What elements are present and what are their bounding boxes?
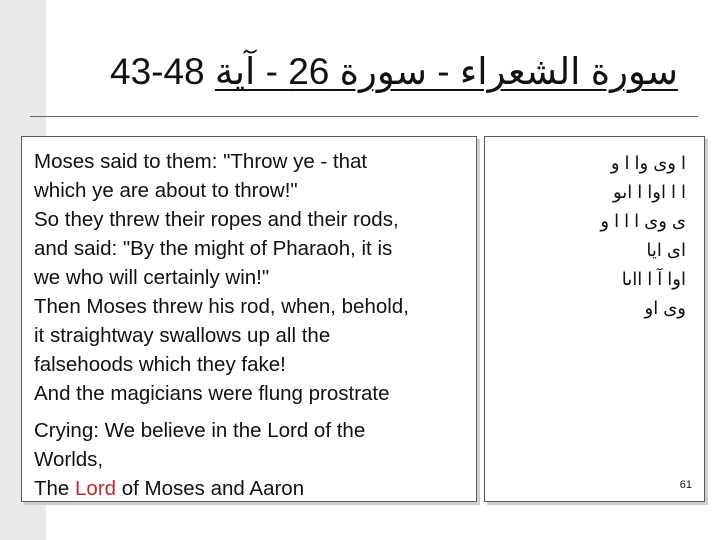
english-line: Moses said to them: "Throw ye - that xyxy=(34,150,368,173)
arabic-text xyxy=(496,149,686,323)
title-divider xyxy=(30,116,698,117)
title-number: 43-48 xyxy=(110,51,205,92)
arabic-line: ا وى وا ا و xyxy=(610,153,686,173)
english-last-line xyxy=(34,474,466,503)
arabic-line: ا ا اوا ا اىو xyxy=(612,182,686,202)
arabic-line: اوا آ ا ااىا xyxy=(621,269,686,289)
english-last-after: of Moses and Aaron xyxy=(116,477,305,500)
english-line: So they threw their ropes and their rods, xyxy=(34,208,399,231)
title-arabic: سورة الشعراء - سورة 26 - آية xyxy=(214,51,679,92)
english-line: Then Moses threw his rod, when, behold, xyxy=(34,295,409,318)
english-last-before: The xyxy=(34,477,76,500)
arabic-line: اى ايا xyxy=(646,240,686,260)
english-translation-box xyxy=(21,136,477,502)
slide-title xyxy=(110,46,679,98)
english-line: we who will certainly win!" xyxy=(34,266,270,289)
english-text xyxy=(34,147,466,503)
english-line: and said: "By the might of Pharaoh, it is xyxy=(34,237,393,260)
english-line: which ye are about to throw!" xyxy=(34,179,298,202)
arabic-text-box xyxy=(484,136,705,502)
arabic-line: ى وى ا ا ا و xyxy=(600,211,686,231)
english-line: Crying: We believe in the Lord of the xyxy=(34,419,366,442)
english-line: falsehoods which they fake! xyxy=(34,353,286,376)
english-line: Worlds, xyxy=(34,448,104,471)
english-line: And the magicians were flung prostrate xyxy=(34,382,390,405)
lord-highlight: Lord xyxy=(75,477,117,500)
arabic-line: وى او xyxy=(644,298,686,318)
page-number: 61 xyxy=(679,479,692,491)
english-line: it straightway swallows up all the xyxy=(34,324,331,347)
